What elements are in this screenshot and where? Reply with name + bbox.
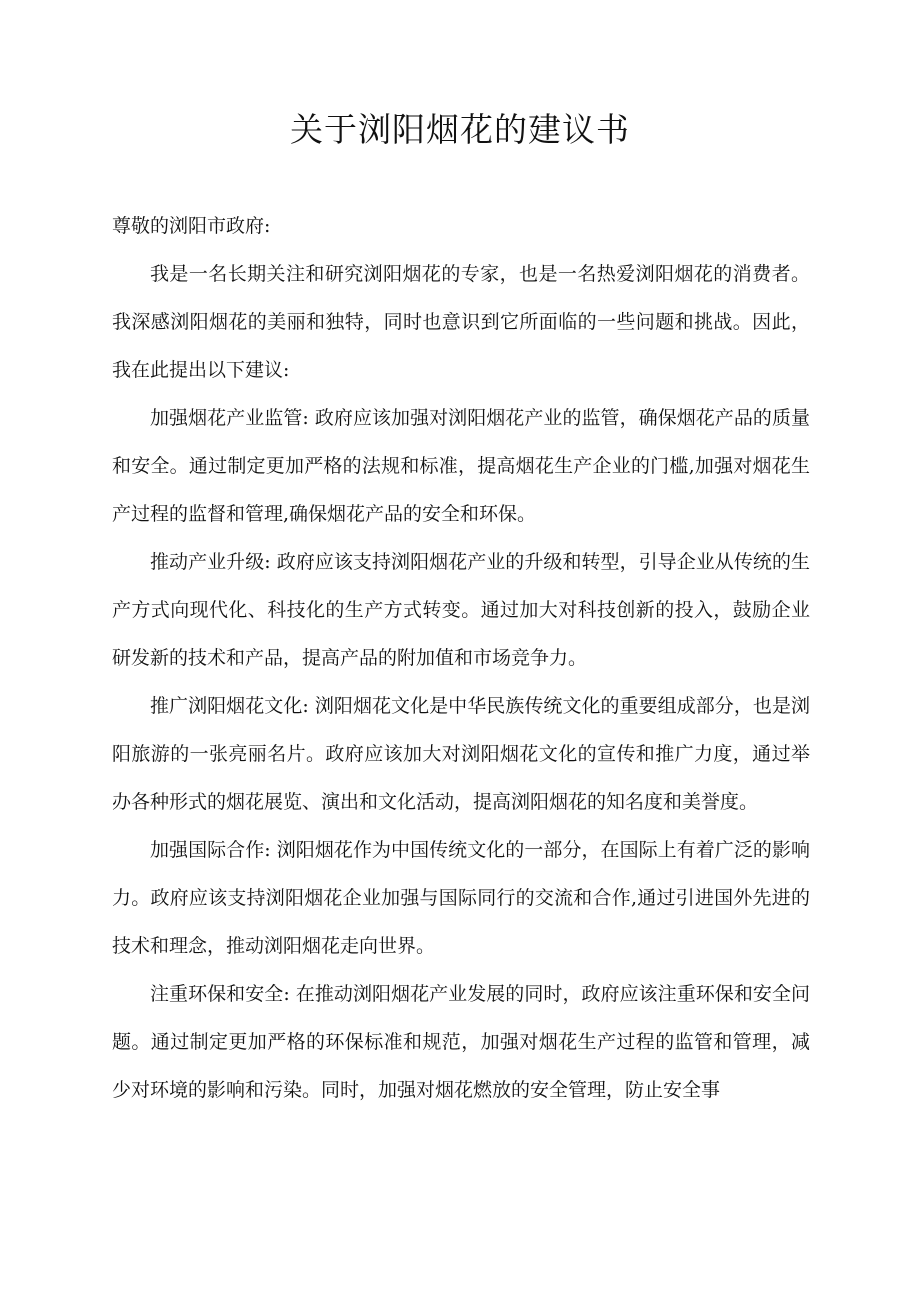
paragraph-industry-supervision: 加强烟花产业监管: 政府应该加强对浏阳烟花产业的监管，确保烟花产品的质量和安全。通过制定更加严格的法规和标准，提高烟花生产企业的门槛,加强对烟花生产过程的监督和管理,确保烟花产品的安全和环保。 — [112, 407, 810, 525]
paragraph-environment-safety: 注重环保和安全: 在推动浏阳烟花产业发展的同时，政府应该注重环保和安全问题。通过制定更加严格的环保标准和规范，加强对烟花生产过程的监管和管理，减少对环境的影响和污染。同时，加强对烟花燃放的安全管理，防止安全事 — [112, 983, 810, 1101]
paragraph-industry-upgrade: 推动产业升级: 政府应该支持浏阳烟花产业的升级和转型，引导企业从传统的生产方式向现代化、科技化的生产方式转变。通过加大对科技创新的投入，鼓励企业研发新的技术和产品，提高产品的附加值和市场竞争力。 — [112, 551, 810, 669]
paragraph-international-cooperation: 加强国际合作: 浏阳烟花作为中国传统文化的一部分，在国际上有着广泛的影响力。政府应该支持浏阳烟花企业加强与国际同行的交流和合作,通过引进国外先进的技术和理念，推动浏阳烟花走向世界。 — [112, 839, 810, 957]
paragraph-intro: 我是一名长期关注和研究浏阳烟花的专家，也是一名热爱浏阳烟花的消费者。我深感浏阳烟花的美丽和独特，同时也意识到它所面临的一些问题和挑战。因此，我在此提出以下建议: — [112, 263, 810, 381]
salutation: 尊敬的浏阳市政府: — [112, 215, 271, 237]
document-title: 关于浏阳烟花的建议书 — [290, 110, 630, 149]
document-body — [112, 202, 810, 1114]
paragraph-culture-promotion: 推广浏阳烟花文化: 浏阳烟花文化是中华民族传统文化的重要组成部分，也是浏阳旅游的一张亮丽名片。政府应该加大对浏阳烟花文化的宣传和推广力度，通过举办各种形式的烟花展览、演出和文化活动，提高浏阳烟花的知名度和美誉度。 — [112, 695, 810, 813]
